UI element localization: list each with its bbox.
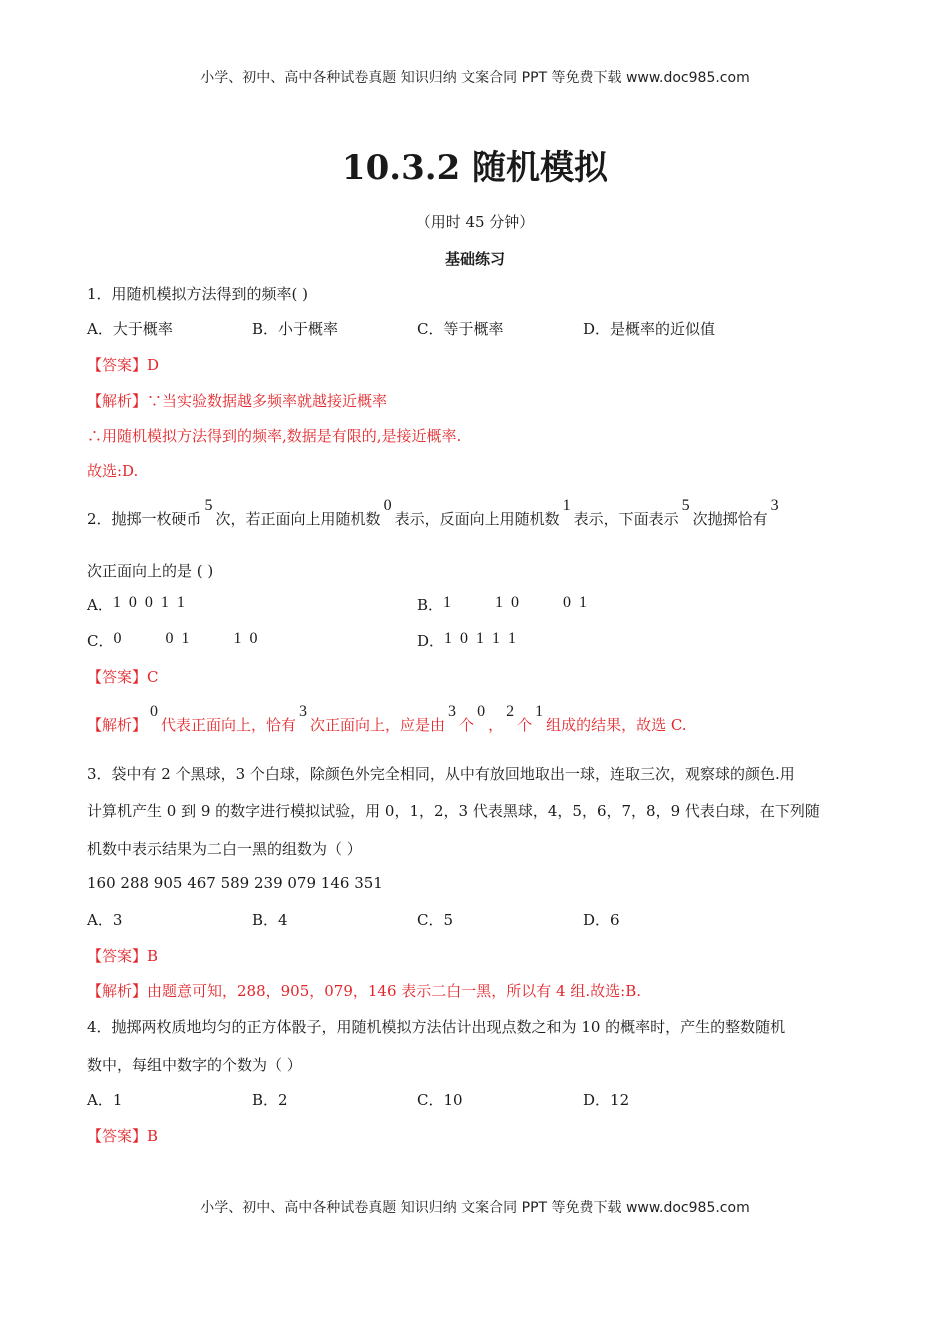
q3-stem-line1: 3．袋中有 2 个黑球，3 个白球，除颜色外完全相同，从中有放回地取出一球，连取三次，观察球的颜色.用 <box>87 765 795 783</box>
math: 3 <box>299 703 308 720</box>
q2-stem-line1 <box>87 497 782 529</box>
text: 个 <box>459 716 475 734</box>
text: 代表正面向上，恰有 <box>161 716 297 734</box>
time-subtitle: （用时 45 分钟） <box>415 213 535 231</box>
q3-analysis: 【解析】由题意可知，288，905，079，146 表示二白一黑，所以有 4 组.故选:B. <box>87 982 641 1000</box>
value: 1 0 1 1 1 <box>444 630 519 647</box>
math: 1 <box>562 497 571 514</box>
q3-option-d: D．6 <box>583 911 620 929</box>
text: 【解析】 <box>87 716 148 734</box>
q1-option-d: D．是概率的近似值 <box>583 320 716 338</box>
math: 0 <box>477 703 486 720</box>
math: 2 <box>506 703 515 720</box>
q1-option-a: A．大于概率 <box>87 320 173 338</box>
q4-stem-line2: 数中，每组中数字的个数为（ ） <box>87 1056 302 1074</box>
text: 次，若正面向上用随机数 <box>215 510 381 528</box>
q2-option-d <box>417 630 518 651</box>
math: 3 <box>770 497 779 514</box>
q2-analysis <box>87 703 687 735</box>
label: A． <box>87 596 113 614</box>
q4-answer: 【答案】B <box>87 1127 159 1145</box>
q2-option-b <box>417 594 589 615</box>
q1-answer: 【答案】D <box>87 356 160 374</box>
text: 组成的结果，故选 C. <box>546 716 687 734</box>
value: 1 1 0 0 1 <box>443 594 590 611</box>
q4-stem-line1: 4．抛掷两枚质地均匀的正方体骰子，用随机模拟方法估计出现点数之和为 10 的概率时，产生的整数随机 <box>87 1018 786 1036</box>
q2-option-a <box>87 594 187 615</box>
label: D． <box>417 632 445 650</box>
value: 0 0 1 1 0 <box>113 630 260 647</box>
math: 0 <box>150 703 159 720</box>
q3-stem-line3: 机数中表示结果为二白一黑的组数为（ ） <box>87 840 362 858</box>
q2-answer: 【答案】C <box>87 668 159 686</box>
q3-stem-line2: 计算机产生 0 到 9 的数字进行模拟试验，用 0，1，2，3 代表黑球，4，5，6，7，8，9 代表白球，在下列随 <box>87 802 820 820</box>
q4-option-c: C．10 <box>417 1091 463 1109</box>
label: B． <box>417 596 444 614</box>
q2-option-c <box>87 630 259 651</box>
text: 个 <box>517 716 533 734</box>
math: 5 <box>204 497 213 514</box>
q1-option-c: C．等于概率 <box>417 320 504 338</box>
page-header: 小学、初中、高中各种试卷真题 知识归纳 文案合同 PPT 等免费下载 www.doc985.com <box>200 70 750 86</box>
text: 次正面向上，应是由 <box>310 716 446 734</box>
section-heading: 基础练习 <box>444 250 505 268</box>
math: 1 <box>535 703 544 720</box>
q1-option-b: B．小于概率 <box>252 320 339 338</box>
q4-option-a: A．1 <box>87 1091 123 1109</box>
text: 表示，反面向上用随机数 <box>394 510 560 528</box>
q1-analysis-1: 【解析】∵当实验数据越多频率就越接近概率 <box>87 392 388 410</box>
q3-option-a: A．3 <box>87 911 123 929</box>
math: 0 <box>383 497 392 514</box>
q1-stem: 1．用随机模拟方法得到的频率( ) <box>87 285 309 303</box>
q4-option-d: D．12 <box>583 1091 630 1109</box>
text: 表示，下面表示 <box>573 510 679 528</box>
q3-answer: 【答案】B <box>87 947 159 965</box>
page-title: 10.3.2 随机模拟 <box>341 148 609 188</box>
text: 2．抛掷一枚硬币 <box>87 510 202 528</box>
q3-option-b: B．4 <box>252 911 288 929</box>
q3-option-c: C．5 <box>417 911 454 929</box>
text: 次抛掷恰有 <box>692 510 768 528</box>
text: ， <box>488 716 504 734</box>
q1-analysis-3: 故选:D. <box>87 462 139 480</box>
page-footer: 小学、初中、高中各种试卷真题 知识归纳 文案合同 PPT 等免费下载 www.doc985.com <box>200 1200 750 1216</box>
value: 1 0 0 1 1 <box>112 594 187 611</box>
label: C． <box>87 632 114 650</box>
q3-random-numbers: 160 288 905 467 589 239 079 146 351 <box>87 874 383 892</box>
math: 3 <box>448 703 457 720</box>
q1-analysis-2: ∴用随机模拟方法得到的频率,数据是有限的,是接近概率. <box>87 427 462 445</box>
q4-option-b: B．2 <box>252 1091 288 1109</box>
q2-stem-line2: 次正面向上的是 ( ) <box>87 562 214 580</box>
math: 5 <box>681 497 690 514</box>
